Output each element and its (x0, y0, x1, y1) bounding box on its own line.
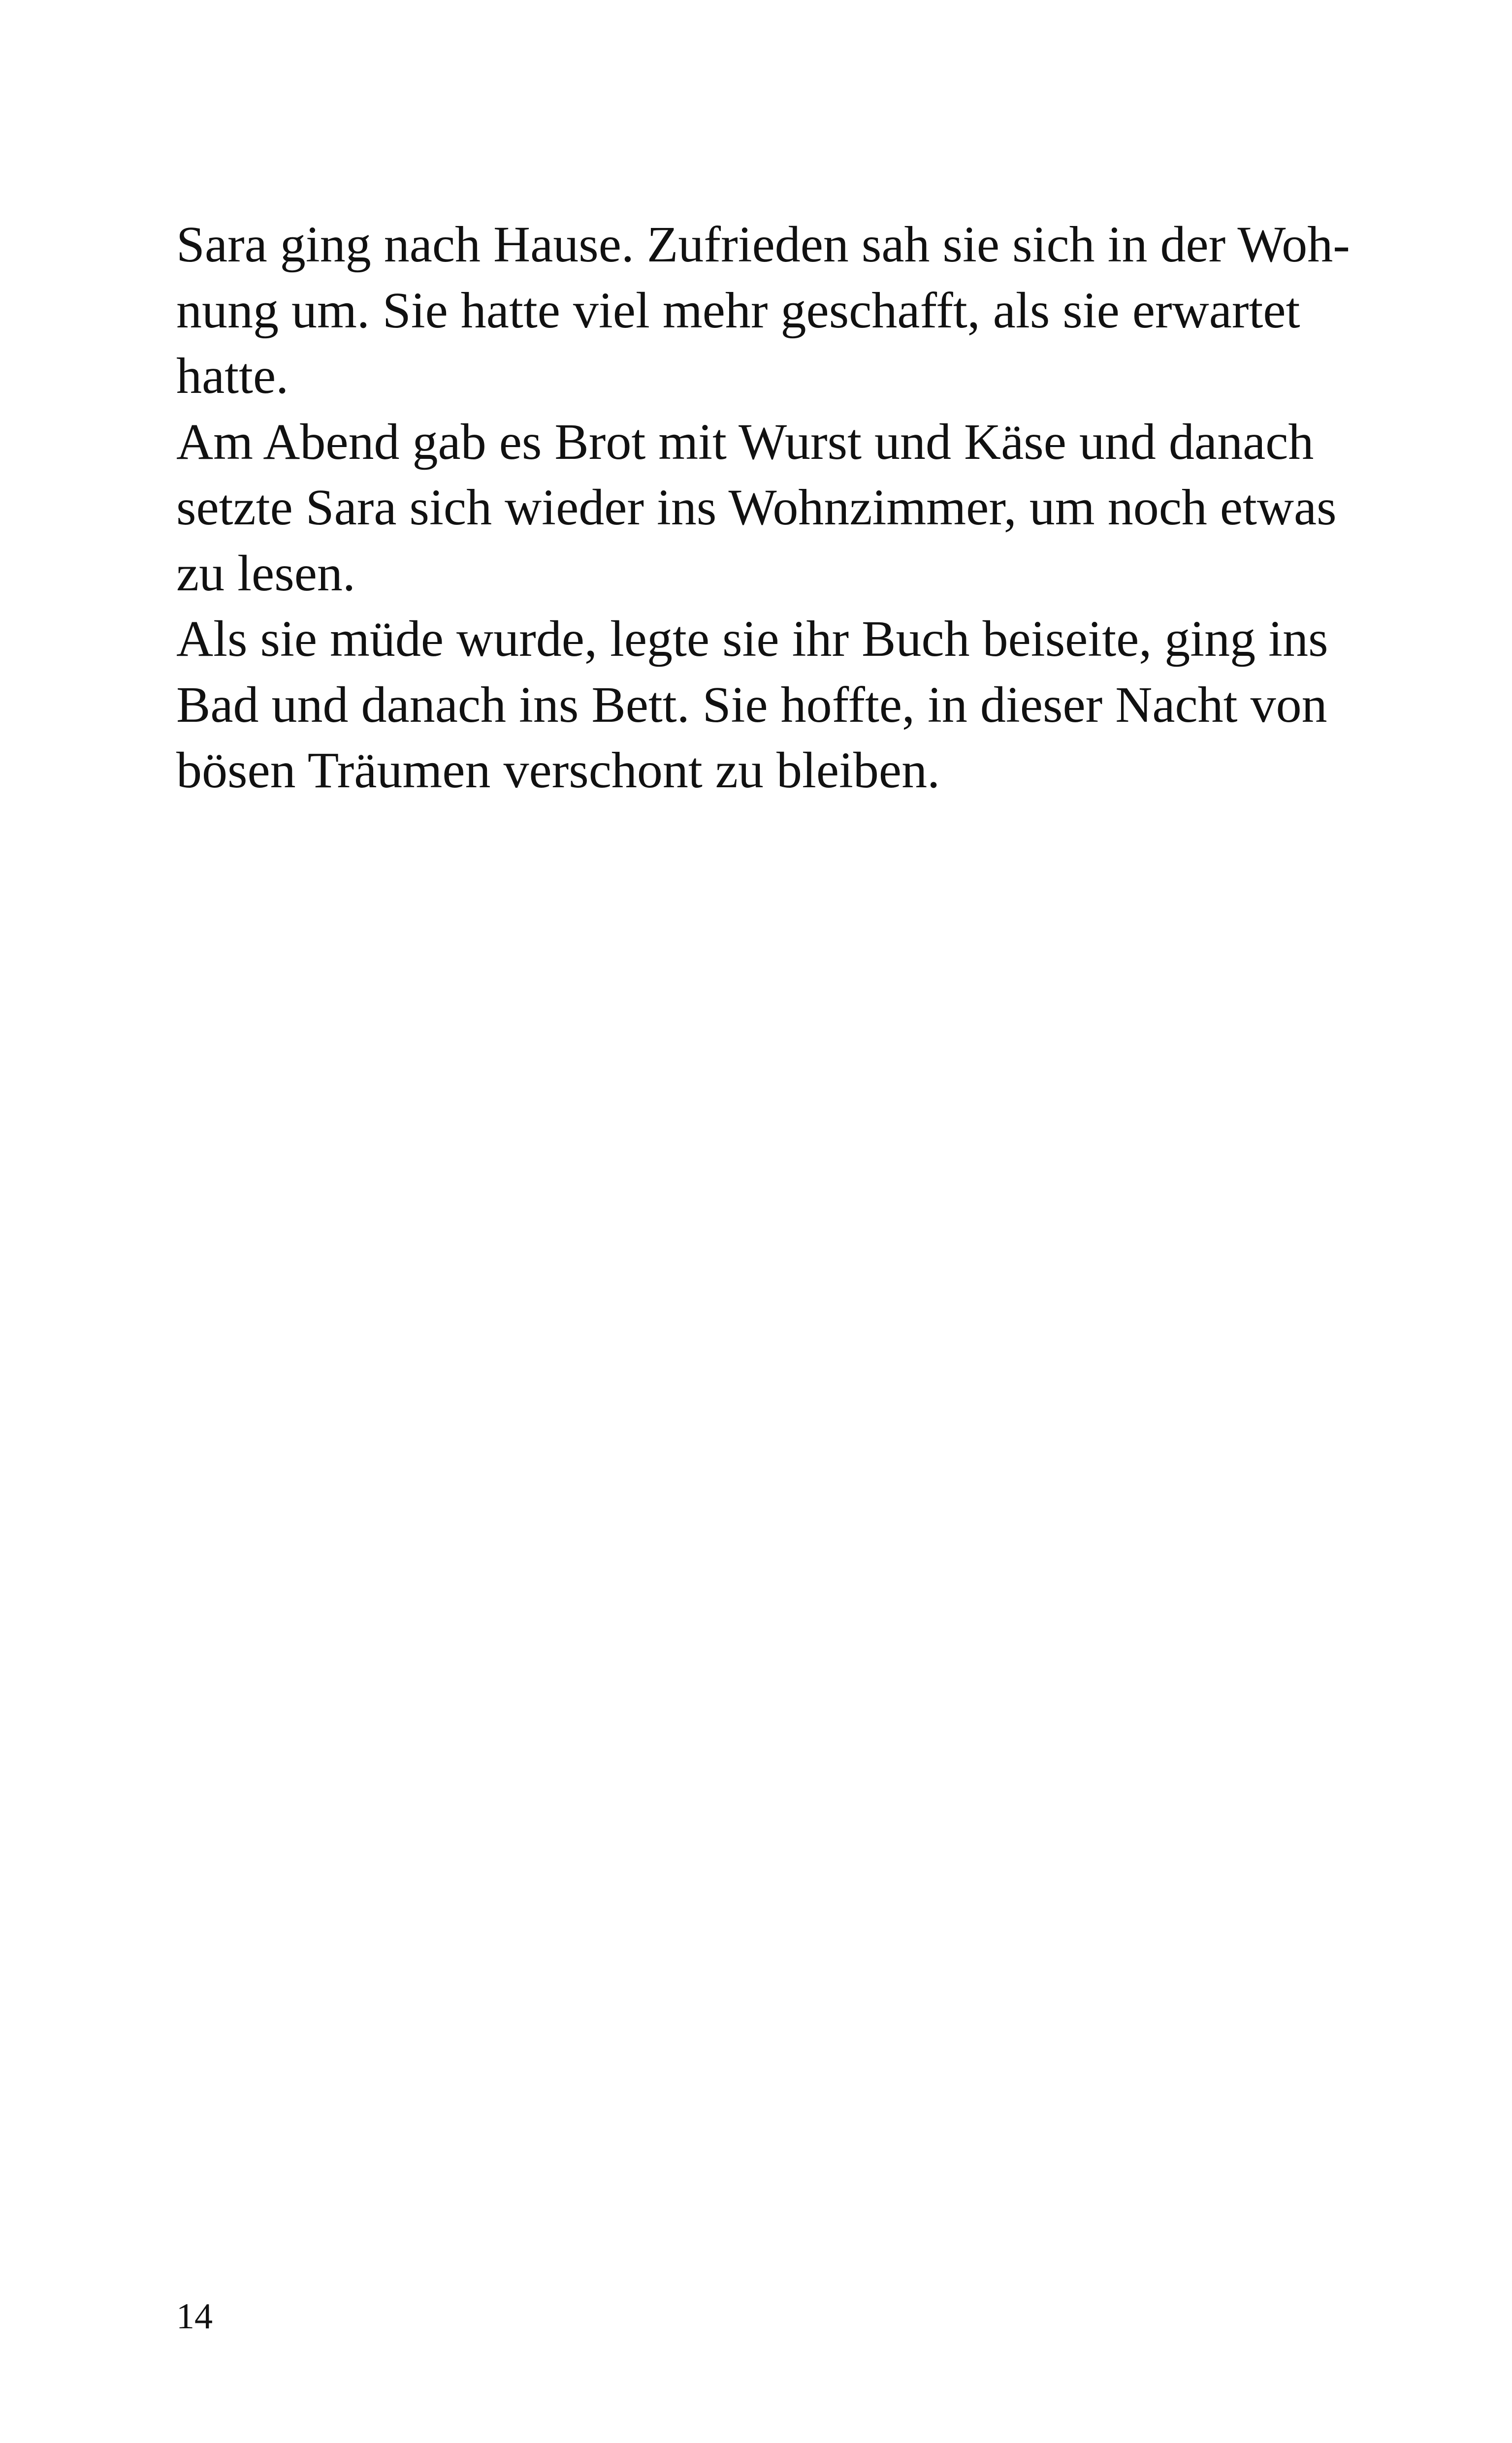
text-line: Bad und danach ins Bett. Sie hoffte, in dieser Nacht von (176, 676, 1327, 733)
text-line: zu lesen. (176, 545, 355, 602)
text-line: nung um. Sie hatte viel mehr geschafft, als sie erwartet (176, 282, 1300, 339)
text-line: Am Abend gab es Brot mit Wurst und Käse und danach (176, 413, 1314, 470)
text-line: hatte. (176, 348, 289, 404)
body-text (176, 212, 1350, 804)
page-number: 14 (176, 2296, 213, 2337)
text-line: Sara ging nach Hause. Zufrieden sah sie sich in der Woh- (176, 216, 1350, 273)
text-line: bösen Träumen verschont zu bleiben. (176, 742, 940, 799)
text-line: setzte Sara sich wieder ins Wohnzimmer, um noch etwas (176, 479, 1337, 536)
text-line: Als sie müde wurde, legte sie ihr Buch beiseite, ging ins (176, 611, 1328, 667)
